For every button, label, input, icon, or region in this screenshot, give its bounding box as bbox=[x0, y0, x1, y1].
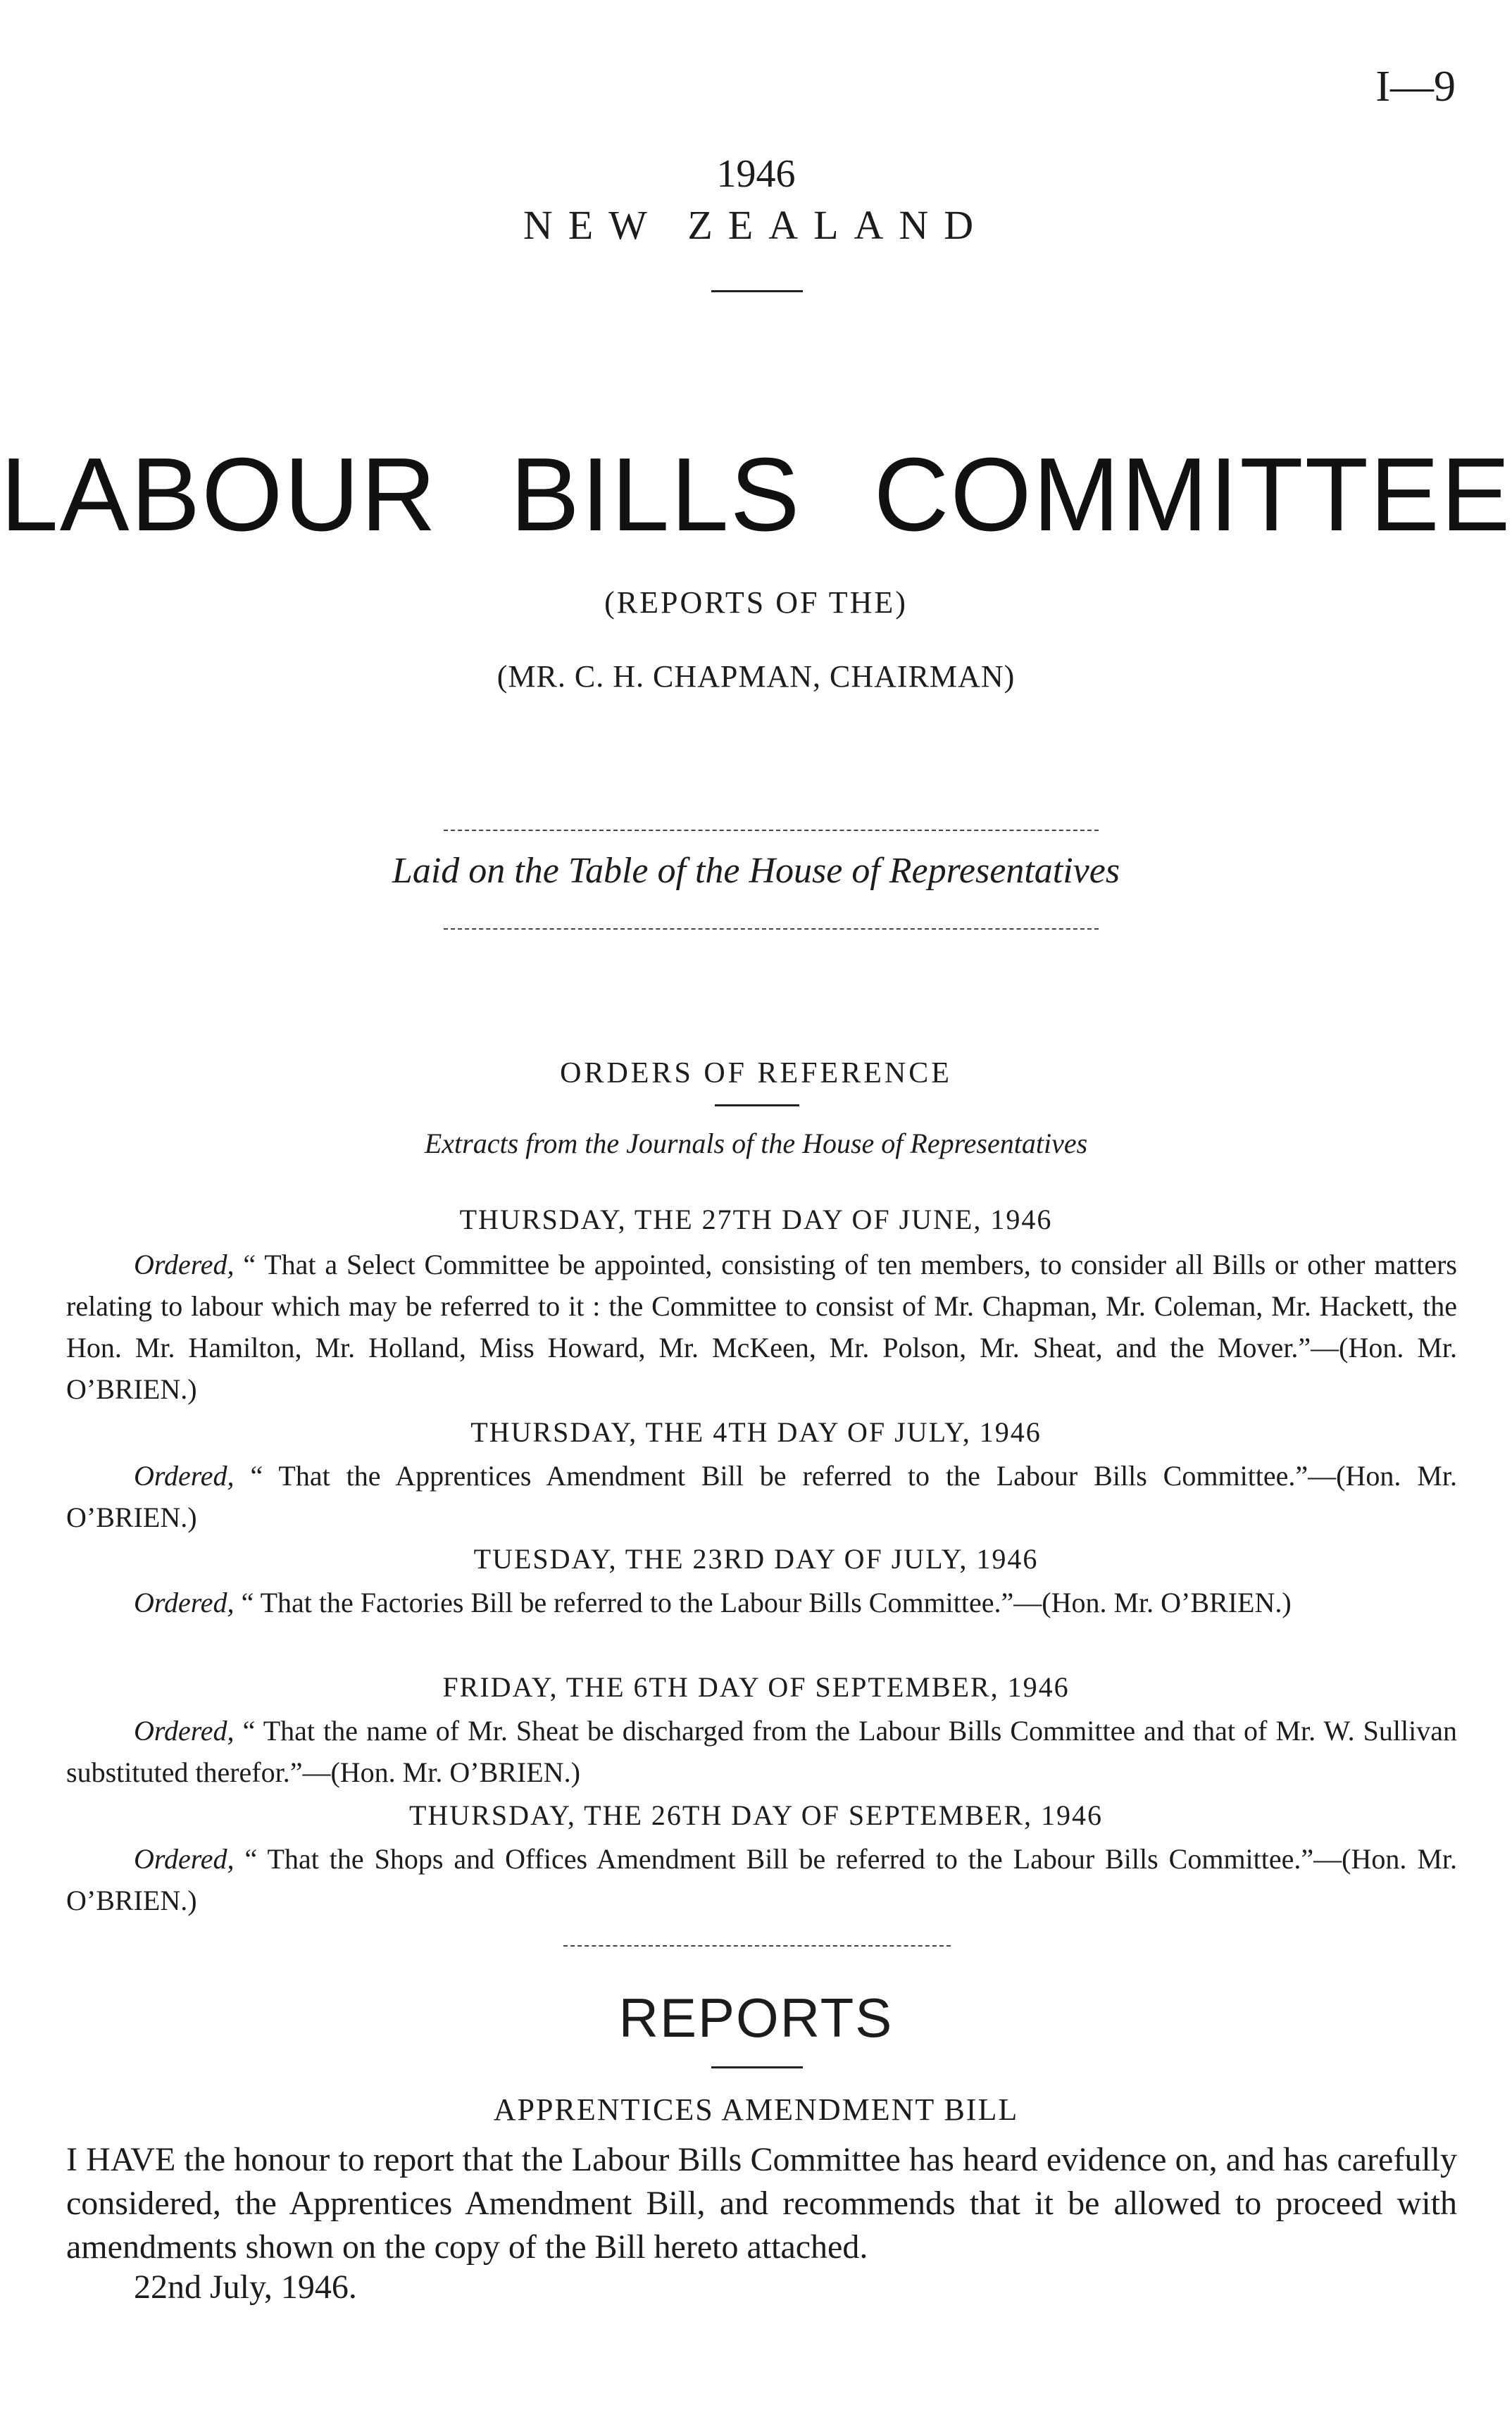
order-body: “ That the Shops and Offices Amendment Bill be referred to the Labour Bills Committee.”—(Hon. Mr. O’BRIEN.) bbox=[66, 1843, 1458, 1916]
orders-of-reference-heading: ORDERS OF REFERENCE bbox=[560, 1057, 952, 1090]
order-date: THURSDAY, THE 4TH DAY OF JULY, 1946 bbox=[470, 1416, 1042, 1448]
report-body: I HAVE the honour to report that the Labour Bills Committee has heard evidence on, and has carefully considered, the Apprentices Amendment Bill, and recommends that it be allowed to proceed with amendments shown on the copy of the Bill hereto attached. bbox=[66, 2141, 1457, 2266]
order-body: “ That the Apprentices Amendment Bill be referred to the Labour Bills Committee.”—(Hon. Mr. O’BRIEN.) bbox=[66, 1460, 1457, 1533]
country: NEW ZEALAND bbox=[523, 202, 989, 248]
laid-on-table: Laid on the Table of the House of Representatives bbox=[392, 851, 1120, 891]
divider bbox=[711, 290, 803, 292]
order-body: “ That the Factories Bill be referred to the Labour Bills Committee.”—(Hon. Mr. O’BRIEN.) bbox=[241, 1587, 1292, 1618]
order-body: “ That a Select Committee be appointed, consisting of ten members, to consider all Bills or other matters relating to labour which may be referred to it : the Committee to consist of Mr. Chapman, Mr. Coleman, Mr. Hackett, the Hon. Mr. Hamilton, Mr. Holland, Miss Howard, Mr. McKeen, Mr. Polson, Mr. Sheat, and the Mover.”—(Hon. Mr. O’BRIEN.) bbox=[66, 1249, 1457, 1405]
page-title: LABOUR BILLS COMMITTEE bbox=[0, 437, 1512, 553]
extracts-line: Extracts from the Journals of the House of Representatives bbox=[424, 1128, 1088, 1159]
divider bbox=[711, 2066, 803, 2068]
reports-heading: REPORTS bbox=[618, 1987, 894, 2049]
order-text bbox=[66, 1455, 1457, 1538]
divider bbox=[444, 928, 1099, 930]
order-text bbox=[66, 1838, 1457, 1921]
ordered-label: Ordered, bbox=[134, 1843, 235, 1875]
chairman-line: (MR. C. H. CHAPMAN, CHAIRMAN) bbox=[496, 659, 1016, 694]
order-text bbox=[66, 1582, 1457, 1623]
order-body: “ That the name of Mr. Sheat be discharged from the Labour Bills Committee and that of Mr. W. Sullivan substituted therefor.”—(Hon. Mr. O’BRIEN.) bbox=[66, 1715, 1457, 1788]
ordered-label: Ordered, bbox=[134, 1249, 235, 1280]
divider bbox=[563, 1945, 951, 1947]
subtitle: (REPORTS OF THE) bbox=[604, 585, 908, 620]
year: 1946 bbox=[716, 152, 796, 196]
order-text bbox=[66, 1244, 1457, 1410]
divider bbox=[444, 830, 1099, 831]
ordered-label: Ordered, bbox=[134, 1587, 235, 1618]
ordered-label: Ordered, bbox=[134, 1460, 235, 1492]
divider bbox=[715, 1104, 799, 1106]
order-date: TUESDAY, THE 23RD DAY OF JULY, 1946 bbox=[473, 1543, 1039, 1575]
report-date: 22nd July, 1946. bbox=[134, 2268, 357, 2306]
page-number: I—9 bbox=[1375, 63, 1456, 111]
order-text bbox=[66, 1710, 1457, 1793]
bill-heading: APPRENTICES AMENDMENT BILL bbox=[493, 2092, 1019, 2127]
order-date: FRIDAY, THE 6TH DAY OF SEPTEMBER, 1946 bbox=[442, 1671, 1070, 1703]
order-date: THURSDAY, THE 26TH DAY OF SEPTEMBER, 1946 bbox=[408, 1799, 1104, 1831]
order-date: THURSDAY, THE 27TH DAY OF JUNE, 1946 bbox=[459, 1204, 1053, 1235]
ordered-label: Ordered, bbox=[134, 1715, 235, 1747]
